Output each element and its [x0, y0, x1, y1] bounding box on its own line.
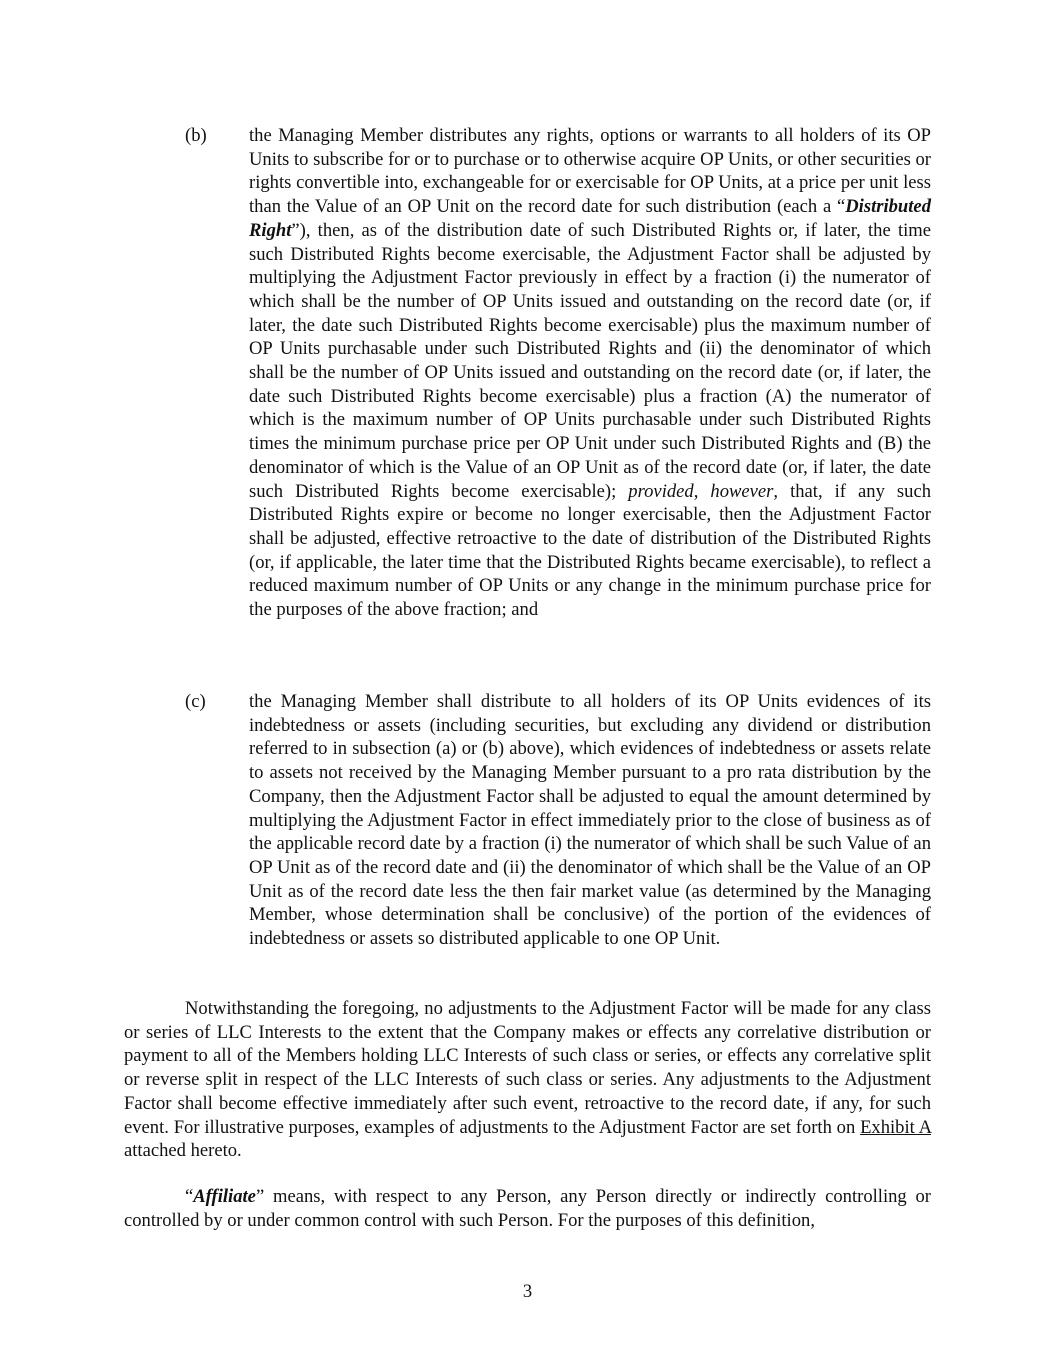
clause-b: [185, 124, 931, 622]
affiliate-definition-text: ” means, with respect to any Person, any Person directly or indirectly controlling or controlled by or under common control with such Person. For the purposes of this definition,: [124, 1186, 931, 1231]
page-number: 3: [522, 1281, 533, 1302]
notwithstanding-paragraph: [124, 997, 931, 1163]
clause-b-text: [249, 124, 931, 622]
affiliate-open-quote: “: [185, 1186, 194, 1207]
defined-term-affiliate: Affiliate: [193, 1186, 256, 1207]
affiliate-definition-paragraph: [124, 1185, 931, 1232]
clause-b-text-part1: the Managing Member distributes any rights, options or warrants to all holders of its OP Units to subscribe for or to purchase or to otherwise acquire OP Units, or other securities or rights convertible into, exchangeable for or exercisable for OP Units, at a price per unit less than the Value of an OP Unit on the record date for such distribution (each a “: [249, 125, 931, 218]
clause-b-label: (b): [185, 125, 207, 146]
clause-c-text: the Managing Member shall distribute to all holders of its OP Units evidences of its indebtedness or assets (including securities, but excluding any dividend or distribution referred to in subsection (a) or (b) above), which evidences of indebtedness or assets relate to assets not received by the Managing Member pursuant to a pro rata distribution by the Company, then the Adjustment Factor shall be adjusted to equal the amount determined by multiplying the Adjustment Factor in effect immediately prior to the close of business as of the applicable record date by a fraction (i) the numerator of which shall be such Value of an OP Unit as of the record date and (ii) the denominator of which shall be the Value of an OP Unit as of the record date less the then fair market value (as determined by the Managing Member, whose determination shall be conclusive) of the portion of the evidences of indebtedness or assets so distributed applicable to one OP Unit.: [249, 691, 931, 950]
notwithstanding-text-part2: attached hereto.: [124, 1140, 242, 1162]
exhibit-a-reference: Exhibit A: [860, 1116, 931, 1138]
clause-b-text-part3: , that, if any such Distributed Rights expire or become no longer exercisable, then the Adjustment Factor shall be adjusted, effective retroactive to the date of distribution of the Distributed Rights (or, if applicable, the later time that the Distributed Rights became exercisable), to reflect a reduced maximum number of OP Units or any change in the minimum purchase price for the purposes of the above fraction; and: [249, 480, 932, 621]
defined-term-distributed-right: Distributed Right: [249, 196, 931, 241]
clause-b-comma: ,: [693, 480, 711, 502]
italic-however: however: [710, 480, 774, 502]
clause-c-label: (c): [185, 691, 206, 712]
italic-provided: provided: [628, 480, 694, 502]
clause-b-text-part2: ”), then, as of the distribution date of such Distributed Rights or, if later, the time such Distributed Rights become exercisable, the Adjustment Factor shall be adjusted by multiplying the Adjustment Factor previously in effect by a fraction (i) the numerator of which shall be the number of OP Units issued and outstanding on the record date (or, if later, the date such Distributed Rights become exercisable) plus the maximum number of OP Units purchasable under such Distributed Rights and (ii) the denominator of which shall be the number of OP Units issued and outstanding on the record date (or, if later, the date such Distributed Rights become exercisable) plus a fraction (A) the numerator of which is the maximum number of OP Units purchasable under such Distributed Rights times the minimum purchase price per OP Unit under such Distributed Rights and (B) the denominator of which is the Value of an OP Unit as of the record date (or, if later, the date such Distributed Rights become exercisable);: [249, 219, 931, 502]
notwithstanding-text-part1: Notwithstanding the foregoing, no adjustments to the Adjustment Factor will be made for any class or series of LLC Interests to the extent that the Company makes or effects any correlative distribution or payment to all of the Members holding LLC Interests of such class or series, or effects any correlative split or reverse split in respect of the LLC Interests of such class or series. Any adjustments to the Adjustment Factor shall become effective immediately after such event, retroactive to the record date, if any, for such event. For illustrative purposes, examples of adjustments to the Adjustment Factor are set forth on: [124, 998, 931, 1138]
clause-c: [185, 690, 931, 951]
